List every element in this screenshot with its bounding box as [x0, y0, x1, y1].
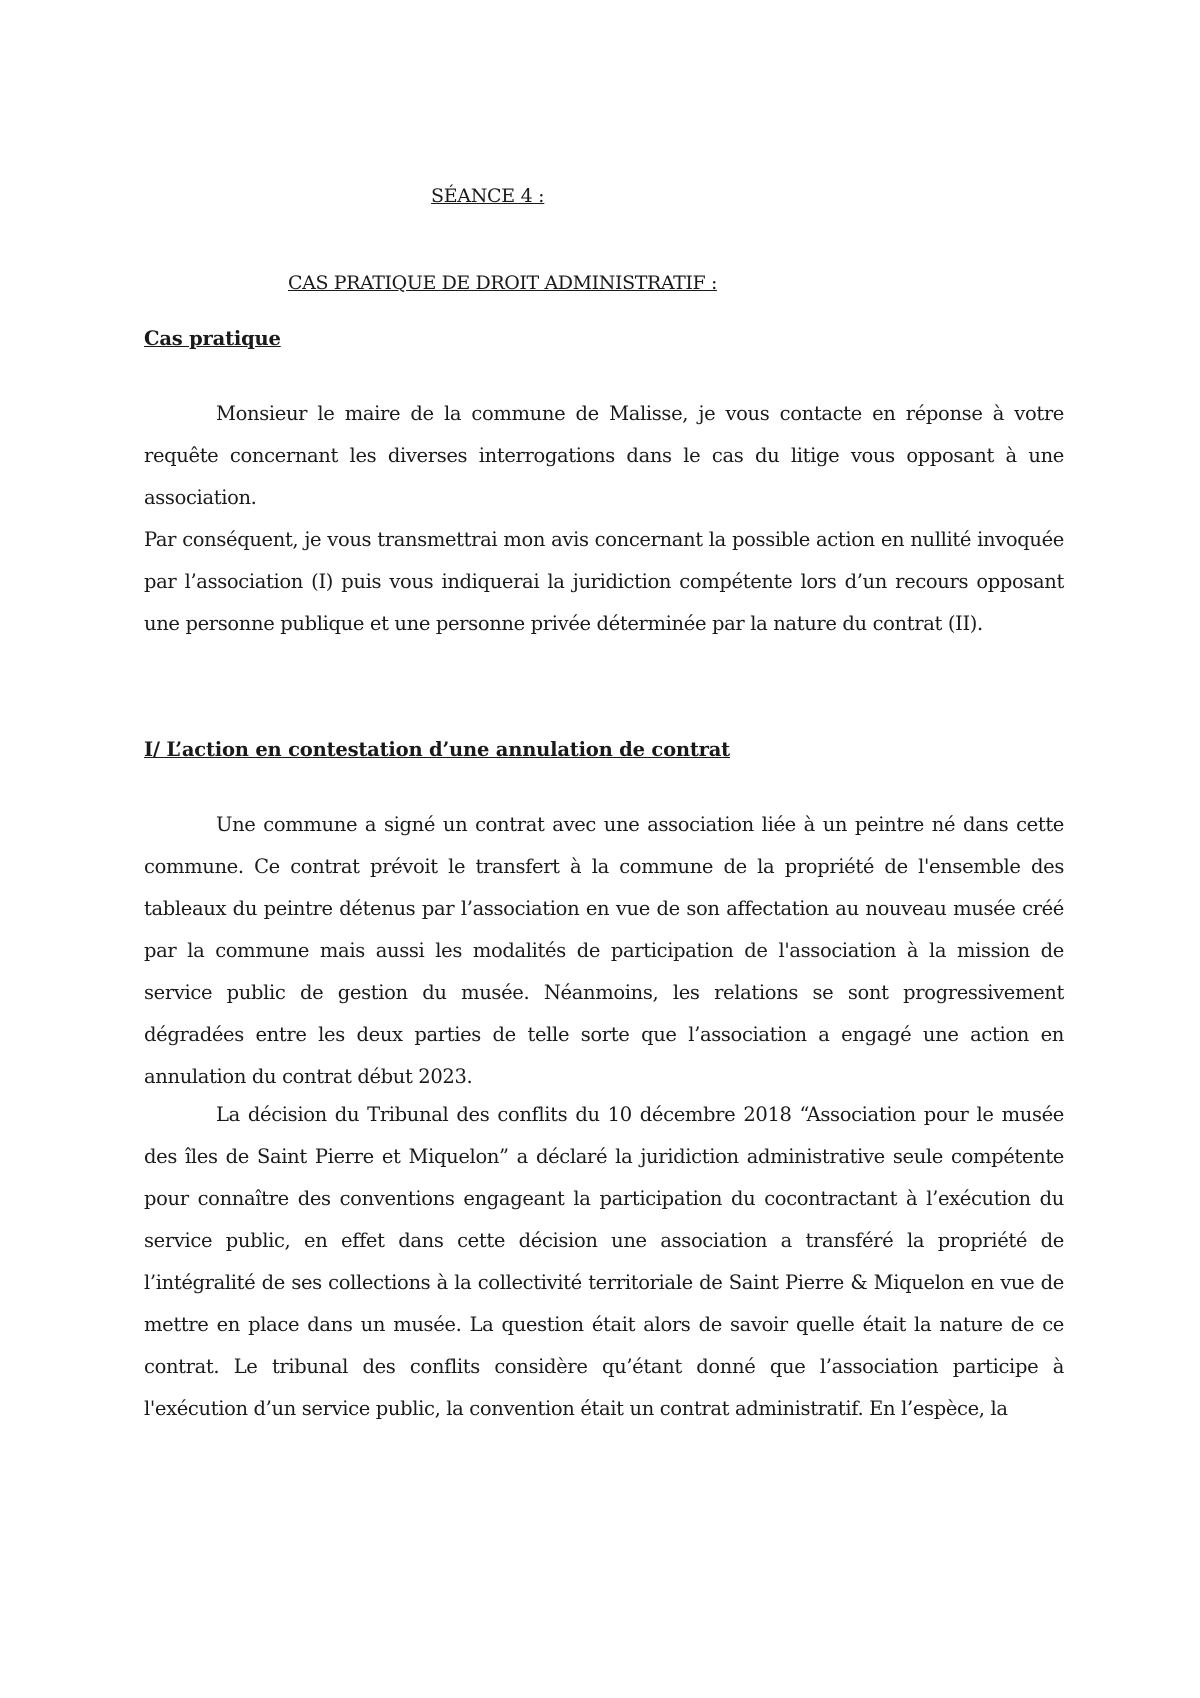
intro-paragraph-1: Monsieur le maire de la commune de Malisse, je vous contacte en réponse à votre requête concernant les diverses interrogations dans le cas du litige vous opposant à une association. [144, 402, 1064, 509]
cas-pratique-heading: Cas pratique [144, 327, 281, 350]
section-1-paragraph-1: Une commune a signé un contrat avec une association liée à un peintre né dans cette commune. Ce contrat prévoit le transfert à la commune de la propriété de l'ensemble des tableaux du peintre détenus par l’association en vue de son affectation au nouveau musée créé par la commune mais aussi les modalités de participation de l'association à la mission de service public de gestion du musée. Néanmoins, les relations se sont progressivement dégradées entre les deux parties de telle sorte que l’association a engagé une action en annulation du contrat début 2023. [144, 813, 1064, 1088]
seance-heading [0, 185, 1200, 207]
section-1-paragraph-2-wrap [144, 1094, 1064, 1430]
section-1-paragraph-2: La décision du Tribunal des conflits du 10 décembre 2018 “Association pour le musée des îles de Saint Pierre et Miquelon” a déclaré la juridiction administrative seule compétente pour connaître des conventions engageant la participation du cocontractant à l’exécution du service public, en effet dans cette décision une association a transféré la propriété de l’intégralité de ses collections à la collectivité territoriale de Saint Pierre & Miquelon en vue de mettre en place dans un musée. La question était alors de savoir quelle était la nature de ce contrat. Le tribunal des conflits considère qu’étant donné que l’association participe à l'exécution d’un service public, la convention était un contrat administratif. En l’espèce, la [144, 1103, 1064, 1420]
seance-text: SÉANCE 4 : [431, 185, 545, 207]
section-1-paragraph-1-wrap [144, 804, 1064, 1098]
intro-paragraph-2: Par conséquent, je vous transmettrai mon avis concernant la possible action en nullité invoquée par l’association (I) puis vous indiquerai la juridiction compétente lors d’un recours opposant une personne publique et une personne privée déterminée par la nature du contrat (II). [144, 528, 1064, 635]
document-title: CAS PRATIQUE DE DROIT ADMINISTRATIF : [288, 272, 717, 294]
section-1-heading: I/ L’action en contestation d’une annulation de contrat [144, 738, 730, 761]
intro-section [144, 393, 1064, 645]
